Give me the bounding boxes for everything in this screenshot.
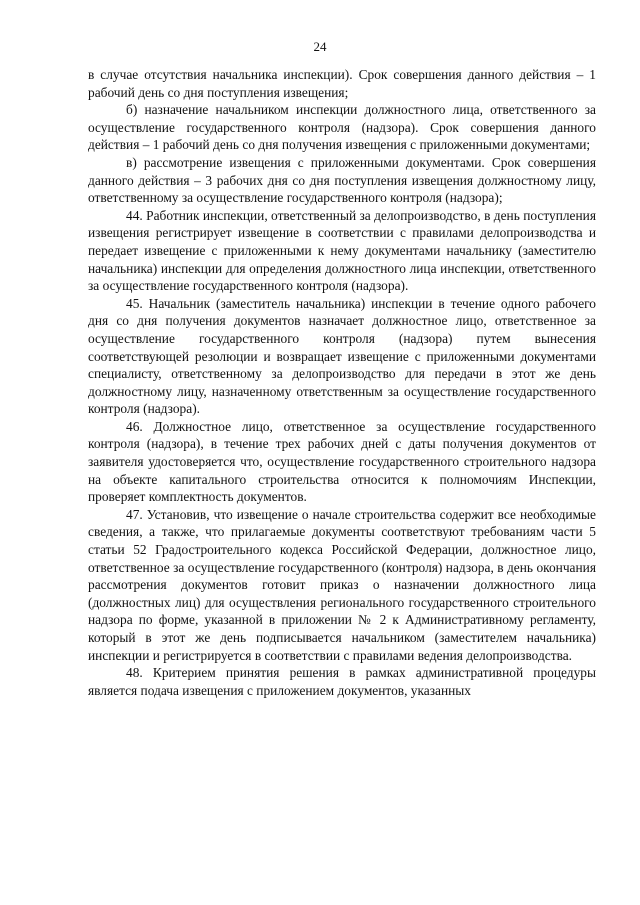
paragraph-item-v: в) рассмотрение извещения с приложенными документами. Срок совершения данного действия – 3 рабочих дня со дня поступления извещения должностному лицу, ответственному за осуществление государственного контроля (надзора); [88,154,596,206]
page-number: 24 [313,39,327,54]
paragraph-48: 48. Критерием принятия решения в рамках административной процедуры является подача извещения с приложением документов, указанных [88,665,596,698]
document-body [88,66,596,699]
paragraph-continuation: в случае отсутствия начальника инспекции). Срок совершения данного действия – 1 рабочий день со дня поступления извещения; [88,67,596,100]
paragraph-47: 47. Установив, что извещение о начале строительства содержит все необходимые сведения, а также, что прилагаемые документы соответствуют требованиям части 5 статьи 52 Градостроительного кодекса Российской Федерации, должностное лицо, ответственное за осуществление государственного (контроля) надзора, в день окончания рассмотрения документов готовит приказ о назначении должностного лица (должностных лиц) для осуществления регионального государственного строительного надзора по форме, указанной в приложении № 2 к Административному регламенту, который в этот же день подписывается начальником (заместителем начальника) инспекции и регистрируется в соответствии с правилами ведения делопроизводства. [88,506,596,663]
paragraph-46: 46. Должностное лицо, ответственное за осуществление государственного контроля (надзора), в течение трех рабочих дней с даты получения документов от заявителя удостоверяется что, осуществление государственного строительного надзора на объекте капитального строительства относится к полномочиям Инспекции, проверяет комплектность документов. [88,418,596,505]
paragraph-44: 44. Работник инспекции, ответственный за делопроизводство, в день поступления извещения регистрирует извещение в соответствии с правилами делопроизводства и передает извещение с приложенными к нему документами начальнику (заместителю начальника) инспекции для определения должностного лица инспекции, ответственного за осуществление государственного контроля (надзора). [88,207,596,294]
paragraph-item-b: б) назначение начальником инспекции должностного лица, ответственного за осуществление государственного контроля (надзора). Срок совершения данного действия – 1 рабочий день со дня получения извещения с приложенными документами; [88,102,596,153]
paragraph-45: 45. Начальник (заместитель начальника) инспекции в течение одного рабочего дня со дня получения документов назначает должностное лицо, ответственное за осуществление государственного контроля (надзора) путем вынесения соответствующей резолюции и возвращает извещение с приложенными документами специалисту, ответственному за делопроизводство для передачи в этот же день должностному лицу, назначенному ответственным за осуществление государственного контроля (надзора). [88,295,596,417]
